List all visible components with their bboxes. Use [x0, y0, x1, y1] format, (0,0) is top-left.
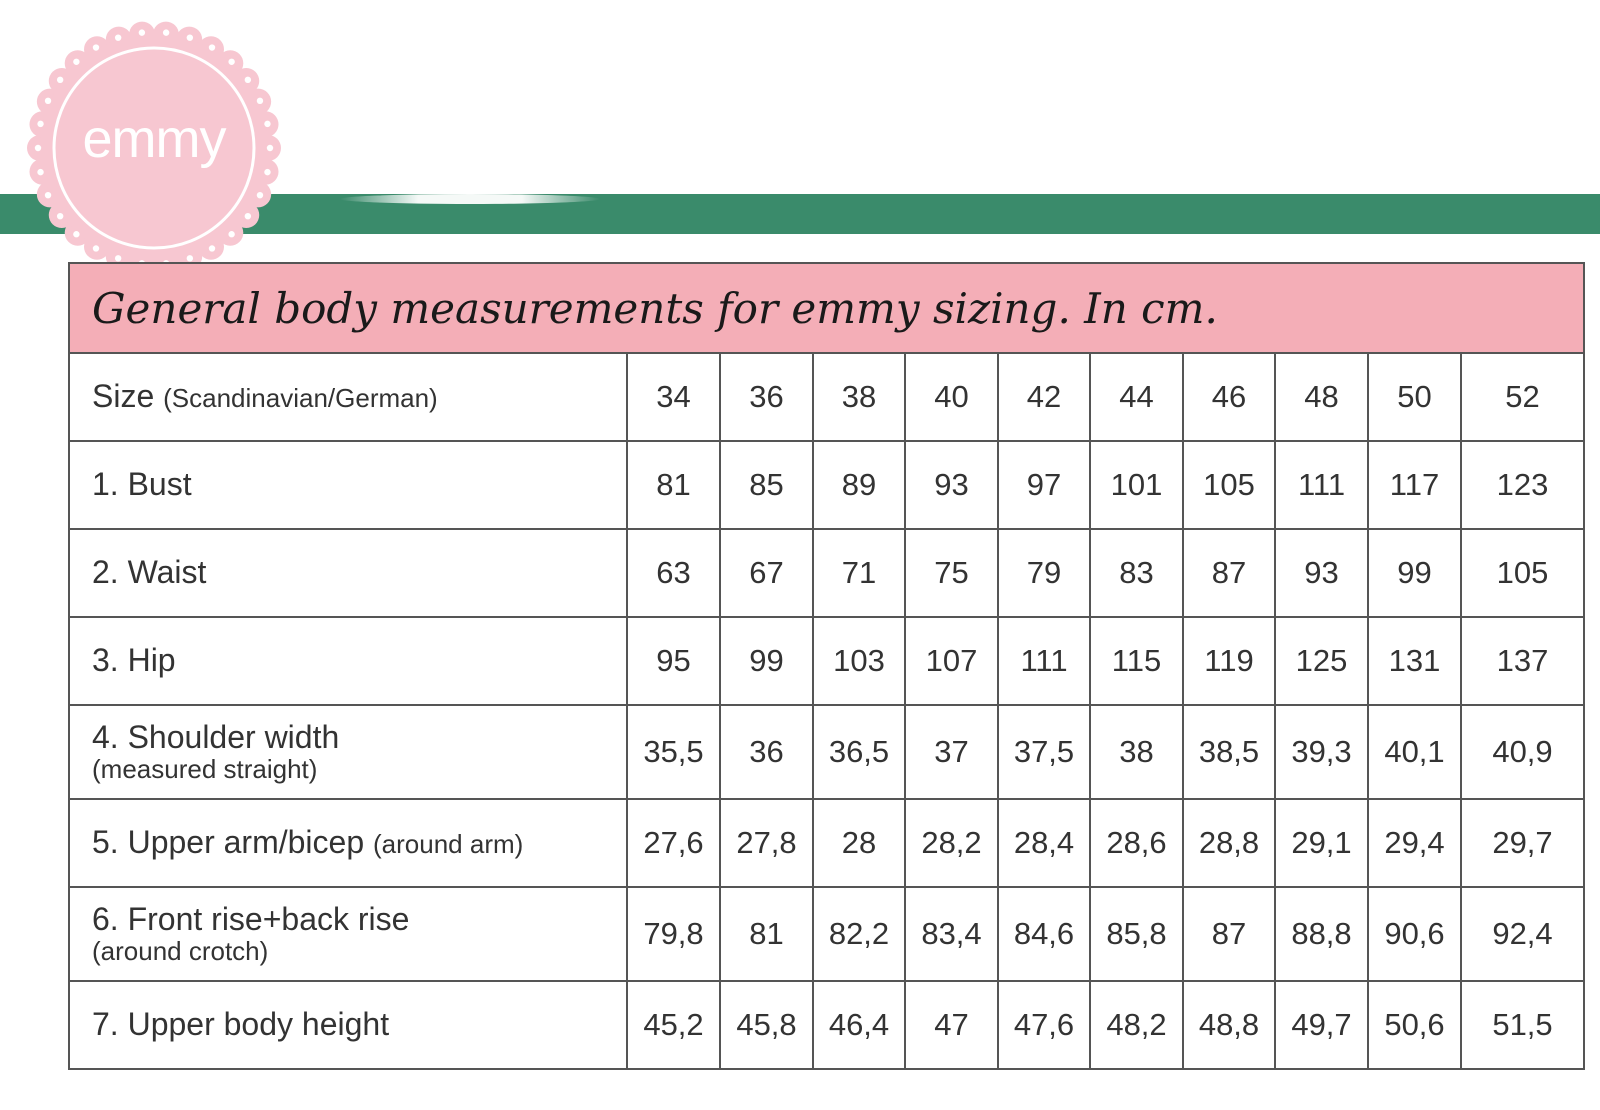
value-cell: 40,1 — [1368, 705, 1461, 799]
row-label-cell — [69, 529, 627, 617]
value-cell: 36,5 — [813, 705, 905, 799]
value-cell: 111 — [1275, 441, 1368, 529]
value-cell: 28,4 — [998, 799, 1090, 887]
table-row — [69, 617, 1584, 705]
value-cell: 81 — [720, 887, 813, 981]
table-row — [69, 441, 1584, 529]
emmy-logo-badge — [26, 20, 282, 276]
row-label-cell — [69, 887, 627, 981]
value-cell: 27,6 — [627, 799, 720, 887]
row-label-cell — [69, 981, 627, 1069]
row-label: 2. Waist — [92, 554, 207, 591]
table-title: General body measurements for emmy sizing. In cm. — [69, 263, 1584, 353]
size-chart — [68, 262, 1583, 1070]
row-label-cell — [69, 353, 627, 441]
row-label-subline: (measured straight) — [92, 754, 318, 785]
value-cell: 99 — [720, 617, 813, 705]
table-row — [69, 981, 1584, 1069]
value-cell: 52 — [1461, 353, 1584, 441]
row-label-note: (Scandinavian/German) — [163, 383, 438, 414]
value-cell: 50 — [1368, 353, 1461, 441]
value-cell: 82,2 — [813, 887, 905, 981]
value-cell: 39,3 — [1275, 705, 1368, 799]
row-label-note: (around arm) — [373, 829, 524, 860]
value-cell: 50,6 — [1368, 981, 1461, 1069]
band-highlight — [340, 194, 600, 204]
value-cell: 131 — [1368, 617, 1461, 705]
value-cell: 115 — [1090, 617, 1183, 705]
value-cell: 93 — [905, 441, 998, 529]
value-cell: 95 — [627, 617, 720, 705]
value-cell: 42 — [998, 353, 1090, 441]
value-cell: 44 — [1090, 353, 1183, 441]
row-label: 5. Upper arm/bicep — [92, 824, 365, 861]
value-cell: 49,7 — [1275, 981, 1368, 1069]
table-row — [69, 353, 1584, 441]
value-cell: 105 — [1183, 441, 1275, 529]
value-cell: 48 — [1275, 353, 1368, 441]
value-cell: 85 — [720, 441, 813, 529]
value-cell: 36 — [720, 705, 813, 799]
value-cell: 90,6 — [1368, 887, 1461, 981]
value-cell: 79,8 — [627, 887, 720, 981]
value-cell: 28,2 — [905, 799, 998, 887]
value-cell: 28,8 — [1183, 799, 1275, 887]
value-cell: 36 — [720, 353, 813, 441]
value-cell: 123 — [1461, 441, 1584, 529]
table-row — [69, 887, 1584, 981]
measurements-table — [68, 262, 1585, 1070]
value-cell: 93 — [1275, 529, 1368, 617]
value-cell: 38,5 — [1183, 705, 1275, 799]
value-cell: 105 — [1461, 529, 1584, 617]
value-cell: 46 — [1183, 353, 1275, 441]
table-row — [69, 529, 1584, 617]
value-cell: 101 — [1090, 441, 1183, 529]
value-cell: 125 — [1275, 617, 1368, 705]
value-cell: 111 — [998, 617, 1090, 705]
value-cell: 92,4 — [1461, 887, 1584, 981]
value-cell: 85,8 — [1090, 887, 1183, 981]
value-cell: 28,6 — [1090, 799, 1183, 887]
value-cell: 29,1 — [1275, 799, 1368, 887]
row-label: 3. Hip — [92, 642, 176, 679]
value-cell: 99 — [1368, 529, 1461, 617]
value-cell: 48,8 — [1183, 981, 1275, 1069]
value-cell: 137 — [1461, 617, 1584, 705]
value-cell: 87 — [1183, 887, 1275, 981]
row-label-cell — [69, 705, 627, 799]
value-cell: 45,2 — [627, 981, 720, 1069]
value-cell: 97 — [998, 441, 1090, 529]
value-cell: 37 — [905, 705, 998, 799]
row-label: Size — [92, 378, 155, 415]
value-cell: 37,5 — [998, 705, 1090, 799]
value-cell: 83 — [1090, 529, 1183, 617]
value-cell: 35,5 — [627, 705, 720, 799]
row-label: 4. Shoulder width — [92, 719, 340, 756]
table-row — [69, 799, 1584, 887]
value-cell: 88,8 — [1275, 887, 1368, 981]
value-cell: 71 — [813, 529, 905, 617]
value-cell: 83,4 — [905, 887, 998, 981]
value-cell: 103 — [813, 617, 905, 705]
table-row — [69, 705, 1584, 799]
row-label-cell — [69, 441, 627, 529]
value-cell: 75 — [905, 529, 998, 617]
value-cell: 38 — [813, 353, 905, 441]
value-cell: 51,5 — [1461, 981, 1584, 1069]
value-cell: 46,4 — [813, 981, 905, 1069]
value-cell: 47,6 — [998, 981, 1090, 1069]
row-label-cell — [69, 617, 627, 705]
row-label: 1. Bust — [92, 466, 192, 503]
value-cell: 28 — [813, 799, 905, 887]
value-cell: 48,2 — [1090, 981, 1183, 1069]
value-cell: 117 — [1368, 441, 1461, 529]
value-cell: 27,8 — [720, 799, 813, 887]
value-cell: 84,6 — [998, 887, 1090, 981]
value-cell: 89 — [813, 441, 905, 529]
value-cell: 67 — [720, 529, 813, 617]
row-label: 6. Front rise+back rise — [92, 901, 410, 938]
row-label: 7. Upper body height — [92, 1006, 390, 1043]
value-cell: 47 — [905, 981, 998, 1069]
value-cell: 87 — [1183, 529, 1275, 617]
value-cell: 29,4 — [1368, 799, 1461, 887]
value-cell: 34 — [627, 353, 720, 441]
value-cell: 29,7 — [1461, 799, 1584, 887]
value-cell: 40 — [905, 353, 998, 441]
row-label-cell — [69, 799, 627, 887]
value-cell: 79 — [998, 529, 1090, 617]
row-label-subline: (around crotch) — [92, 936, 269, 967]
value-cell: 40,9 — [1461, 705, 1584, 799]
value-cell: 63 — [627, 529, 720, 617]
value-cell: 45,8 — [720, 981, 813, 1069]
value-cell: 119 — [1183, 617, 1275, 705]
value-cell: 81 — [627, 441, 720, 529]
value-cell: 107 — [905, 617, 998, 705]
logo-wordmark: emmy — [82, 109, 226, 169]
value-cell: 38 — [1090, 705, 1183, 799]
